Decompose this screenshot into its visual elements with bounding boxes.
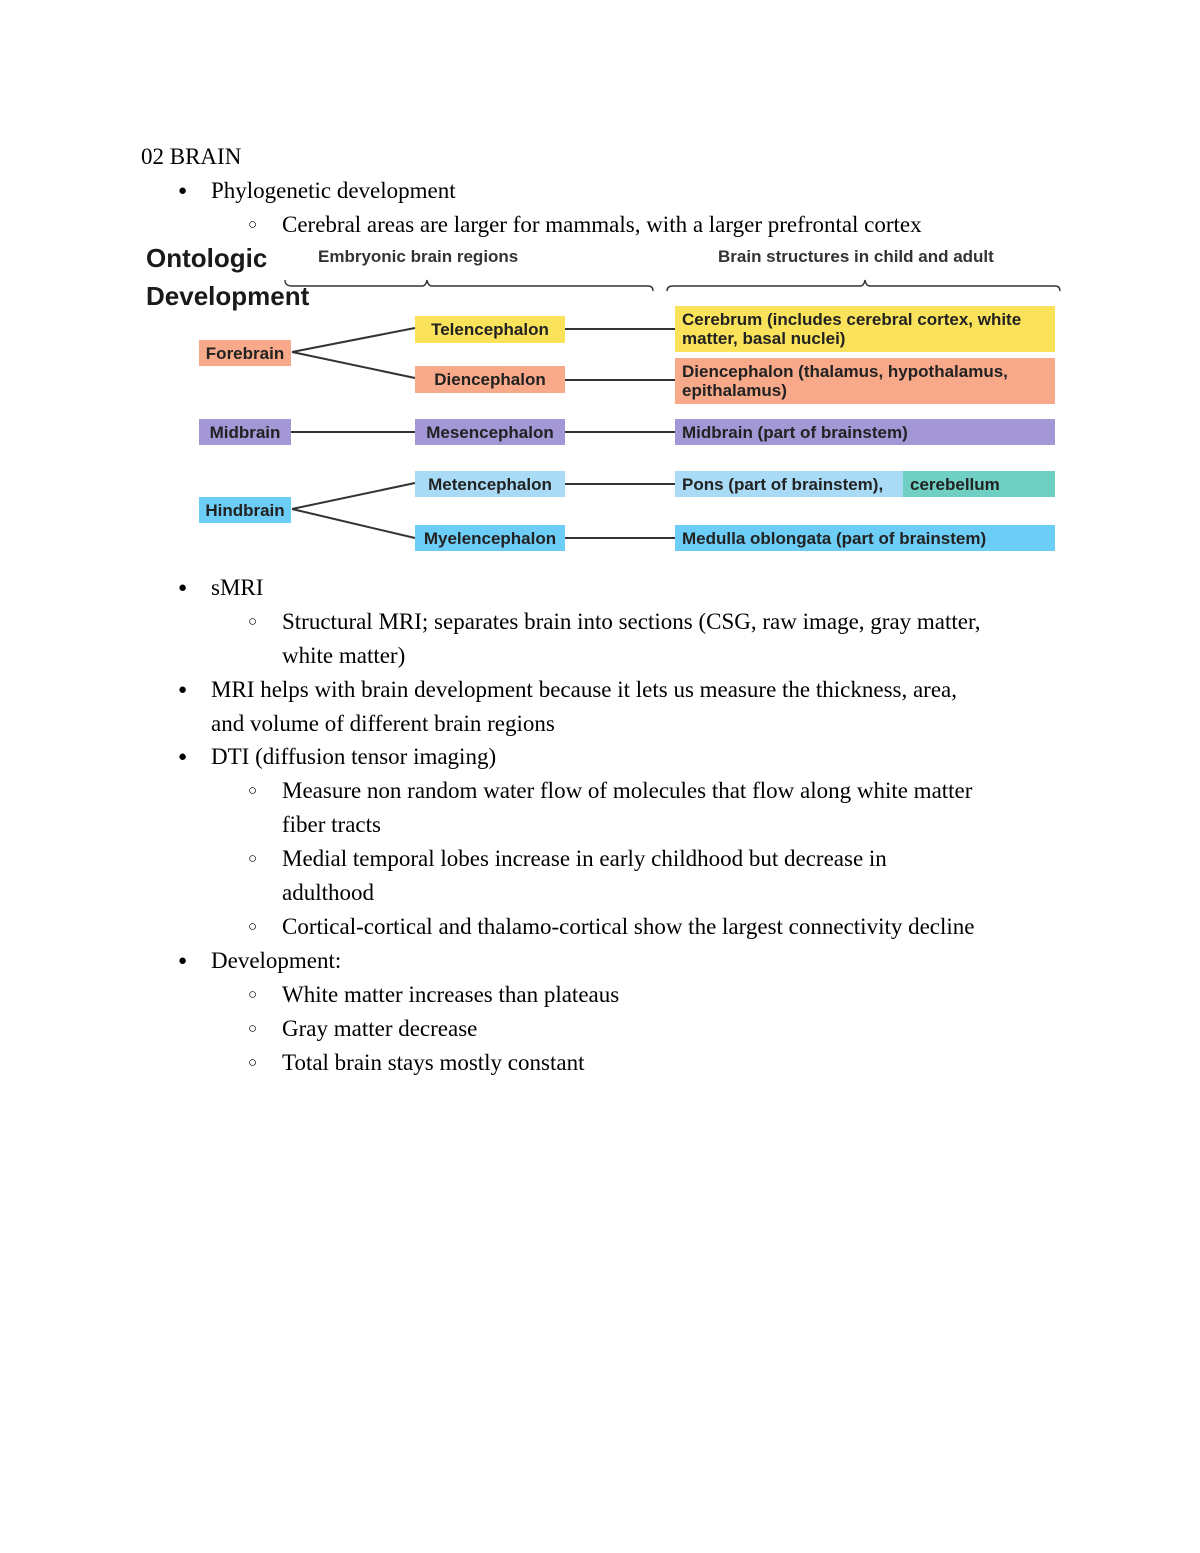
subitem-temporal-lobes-line1: Medial temporal lobes increase in early childhood but decrease in <box>282 846 887 871</box>
box-myelencephalon: Myelencephalon <box>415 525 565 551</box>
circle-bullet-icon: ○ <box>248 851 258 867</box>
subitem-total-brain: Total brain stays mostly constant <box>282 1050 585 1075</box>
header-structures: Brain structures in child and adult <box>718 247 994 266</box>
circle-bullet-icon: ○ <box>248 1055 258 1071</box>
circle-bullet-icon: ○ <box>248 217 258 233</box>
item-mri-line2: and volume of different brain regions <box>211 711 555 736</box>
box-midbrain: Midbrain <box>199 419 291 445</box>
bullet-icon: ● <box>178 183 188 199</box>
box-forebrain: Forebrain <box>199 340 291 366</box>
bullet-icon: ● <box>178 682 188 698</box>
subitem-connectivity-decline: Cortical-cortical and thalamo-cortical show the largest connectivity decline <box>282 914 975 939</box>
bullet-icon: ● <box>178 749 188 765</box>
subitem-cerebral-areas: Cerebral areas are larger for mammals, with a larger prefrontal cortex <box>282 212 922 237</box>
box-diencephalon: Diencephalon <box>415 366 565 393</box>
circle-bullet-icon: ○ <box>248 1021 258 1037</box>
box-adult-diencephalon: Diencephalon (thalamus, hypothalamus, epithalamus) <box>675 358 1055 404</box>
box-pons: Pons (part of brainstem), <box>675 471 903 497</box>
bullet-icon: ● <box>178 953 188 969</box>
item-development: Development: <box>211 948 342 973</box>
subitem-structural-mri-line1: Structural MRI; separates brain into sections (CSG, raw image, gray matter, <box>282 609 981 634</box>
subitem-water-flow-line1: Measure non random water flow of molecules that flow along white matter <box>282 778 973 803</box>
diagram-title-line1: Ontologic <box>146 243 268 273</box>
box-adult-midbrain: Midbrain (part of brainstem) <box>675 419 1055 445</box>
subitem-water-flow-line2: fiber tracts <box>282 812 381 837</box>
item-dti: DTI (diffusion tensor imaging) <box>211 744 497 769</box>
box-telencephalon: Telencephalon <box>415 316 565 343</box>
subitem-gray-matter: Gray matter decrease <box>282 1016 478 1041</box>
circle-bullet-icon: ○ <box>248 987 258 1003</box>
item-smri: sMRI <box>211 575 264 600</box>
box-metencephalon: Metencephalon <box>415 471 565 497</box>
diagram-title-line2: Development <box>146 281 310 311</box>
subitem-structural-mri-line2: white matter) <box>282 643 406 668</box>
box-mesencephalon: Mesencephalon <box>415 419 565 445</box>
circle-bullet-icon: ○ <box>248 919 258 935</box>
box-hindbrain: Hindbrain <box>199 497 291 523</box>
box-medulla: Medulla oblongata (part of brainstem) <box>675 525 1055 551</box>
item-phylogenetic: Phylogenetic development <box>211 178 456 203</box>
item-mri-line1: MRI helps with brain development because it lets us measure the thickness, area, <box>211 677 958 702</box>
header-embryonic: Embryonic brain regions <box>318 247 519 266</box>
circle-bullet-icon: ○ <box>248 783 258 799</box>
box-cerebellum: cerebellum <box>903 471 1055 497</box>
box-cerebrum: Cerebrum (includes cerebral cortex, white matter, basal nuclei) <box>675 306 1055 352</box>
ontologic-development-diagram <box>140 238 1070 568</box>
circle-bullet-icon: ○ <box>248 614 258 630</box>
subitem-white-matter: White matter increases than plateaus <box>282 982 620 1007</box>
doc-title: 02 BRAIN <box>141 144 242 169</box>
subitem-temporal-lobes-line2: adulthood <box>282 880 374 905</box>
bullet-icon: ● <box>178 580 188 596</box>
